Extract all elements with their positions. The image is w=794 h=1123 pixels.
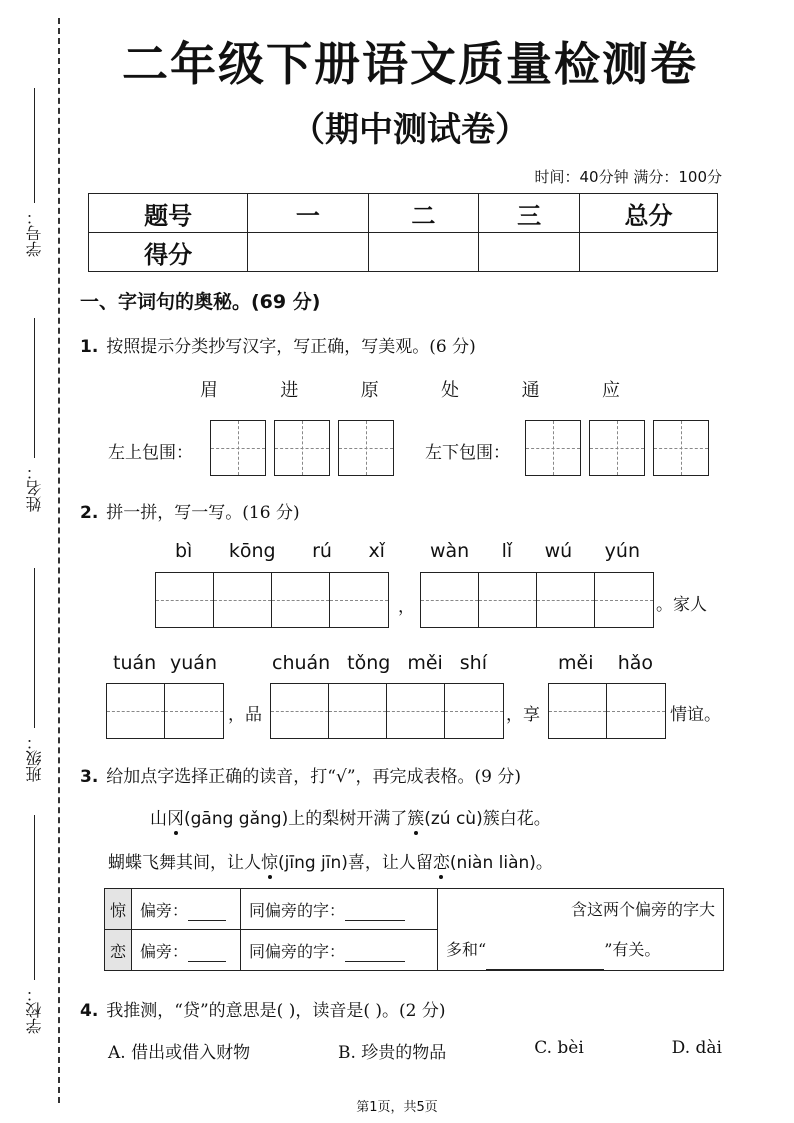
question-3 <box>80 762 521 787</box>
student-number-label: 学号： <box>24 209 44 257</box>
q1-char: 眉 <box>200 380 218 401</box>
q2-text-sep: ，享 <box>506 705 540 725</box>
q4-options <box>108 1038 722 1063</box>
pinyin: chuán <box>272 652 331 674</box>
q1-left-label: 左上包围： <box>108 443 193 463</box>
page-title: 二年级下册语文质量检测卷 <box>122 37 698 91</box>
score-table <box>88 193 718 272</box>
pinyin: wú <box>544 540 573 562</box>
question-number: 2. <box>80 503 99 523</box>
option-c[interactable]: C. bèi <box>534 1038 584 1058</box>
pinyin-choice[interactable]: (niàn liàn) <box>449 853 536 873</box>
pinyin-choice[interactable]: (jīng jīn) <box>278 853 348 873</box>
school-field[interactable] <box>22 815 46 1034</box>
pinyin: yuán <box>170 652 217 674</box>
question-2 <box>80 498 300 523</box>
dotted-char: 冈 <box>167 809 184 829</box>
same-radical-cell[interactable]: 同偏旁的字： <box>241 930 438 971</box>
q2-pinyin-3 <box>113 652 217 674</box>
radical-cell[interactable]: 偏旁： <box>132 930 241 971</box>
option-b[interactable]: B. 珍贵的物品 <box>337 1043 447 1063</box>
meaning-blank[interactable] <box>486 969 604 970</box>
q2-answer-strip[interactable] <box>106 683 224 739</box>
pinyin: měi <box>407 652 443 674</box>
q1-char: 应 <box>601 380 620 401</box>
q3-passage-line-2: 蝴蝶飞舞其间，让人惊(jīng jīn)喜，让人留恋(niàn liàn)。 <box>108 853 553 873</box>
pinyin: shí <box>459 652 487 674</box>
pinyin-choice[interactable]: (gāng gǎng) <box>184 809 289 829</box>
q1-char: 原 <box>360 380 379 401</box>
dotted-char: 恋 <box>432 853 450 873</box>
q2-answer-strip[interactable] <box>155 572 389 628</box>
score-header-cell: 总分 <box>580 194 718 233</box>
q2-text-tail: 。家人 <box>656 595 707 615</box>
radical-note-cell: 含这两个偏旁的字大 多和“ ”有关。 <box>438 889 724 971</box>
writing-box[interactable] <box>210 420 266 476</box>
radical-char: 惊 <box>105 889 132 930</box>
page-footer: 第1页，共5页 <box>356 1100 438 1115</box>
pinyin: wàn <box>430 540 470 562</box>
pinyin: kōng <box>228 540 276 562</box>
question-number: 4. <box>80 1001 99 1021</box>
pinyin-choice[interactable]: (zú cù) <box>424 809 483 829</box>
q1-right-grid <box>525 420 717 476</box>
page-subtitle: （期中测试卷） <box>291 110 529 150</box>
q2-pinyin-2 <box>430 540 640 562</box>
q2-answer-strip[interactable] <box>548 683 666 739</box>
score-input-cell[interactable] <box>368 233 479 272</box>
student-name-field[interactable] <box>22 318 46 512</box>
writing-box[interactable] <box>589 420 645 476</box>
binding-dashed-line <box>58 18 60 1103</box>
score-input-cell[interactable] <box>248 233 368 272</box>
q1-char: 处 <box>441 380 460 401</box>
pinyin: lǐ <box>501 540 513 562</box>
q1-left-grid <box>210 420 402 476</box>
radical-table <box>104 888 724 971</box>
score-row-label: 得分 <box>89 233 248 272</box>
q1-char-list <box>200 376 620 402</box>
score-header-cell: 题号 <box>89 194 248 233</box>
question-1 <box>80 332 476 357</box>
time-info: 时间：40分钟 满分：100分 <box>534 168 722 186</box>
q2-punct: ， <box>398 597 415 617</box>
score-header-cell: 二 <box>368 194 479 233</box>
q2-answer-strip[interactable] <box>270 683 504 739</box>
pinyin: hǎo <box>617 652 653 674</box>
same-radical-cell[interactable]: 同偏旁的字： <box>241 889 438 930</box>
class-label: 班级： <box>24 734 44 782</box>
q2-answer-strip[interactable] <box>420 572 654 628</box>
pinyin: rú <box>312 540 332 562</box>
pinyin: tuán <box>113 652 157 674</box>
option-a[interactable]: A. 借出或借入财物 <box>108 1043 251 1063</box>
q1-char: 通 <box>521 380 540 401</box>
pinyin: tǒng <box>347 652 391 674</box>
dotted-char: 惊 <box>261 853 278 873</box>
pinyin: xǐ <box>368 540 385 562</box>
score-input-cell[interactable] <box>479 233 580 272</box>
writing-box[interactable] <box>653 420 709 476</box>
student-name-label: 姓名： <box>24 464 44 512</box>
question-4 <box>80 996 446 1021</box>
writing-box[interactable] <box>274 420 330 476</box>
score-input-cell[interactable] <box>580 233 718 272</box>
q2-pinyin-5 <box>558 652 653 674</box>
student-number-field[interactable] <box>22 88 46 257</box>
class-field[interactable] <box>22 568 46 782</box>
q2-text-sep: ，品 <box>228 705 262 725</box>
writing-box[interactable] <box>338 420 394 476</box>
q2-text-tail: 情谊。 <box>670 705 721 725</box>
q2-pinyin-1 <box>175 540 385 562</box>
option-d[interactable]: D. dài <box>671 1038 722 1058</box>
score-header-cell: 一 <box>248 194 368 233</box>
pinyin: yún <box>604 540 640 562</box>
question-number: 3. <box>80 767 99 787</box>
q1-char: 进 <box>280 380 299 401</box>
q2-pinyin-4 <box>272 652 487 674</box>
school-label: 学校： <box>24 986 44 1034</box>
q3-passage-line-1: 山冈(gāng gǎng)上的梨树开满了簇(zú cù)簇白花。 <box>150 809 551 829</box>
radical-cell[interactable]: 偏旁： <box>132 889 241 930</box>
question-text: 按照提示分类抄写汉字，写正确，写美观。(6 分) <box>106 337 476 357</box>
score-header-cell: 三 <box>479 194 580 233</box>
q1-right-label: 左下包围： <box>425 443 510 463</box>
question-number: 1. <box>80 337 99 357</box>
section-1-title: 一、字词句的奥秘。(69 分) <box>80 291 321 313</box>
question-text: 拼一拼，写一写。(16 分) <box>106 503 300 523</box>
radical-char: 恋 <box>105 930 132 971</box>
pinyin: bì <box>175 540 193 562</box>
question-text: 我推测，“贷”的意思是( )，读音是( )。(2 分) <box>106 1001 446 1021</box>
pinyin: měi <box>558 652 594 674</box>
writing-box[interactable] <box>525 420 581 476</box>
dotted-char: 簇 <box>407 809 425 829</box>
question-text: 给加点字选择正确的读音，打“√”，再完成表格。(9 分) <box>106 767 521 787</box>
